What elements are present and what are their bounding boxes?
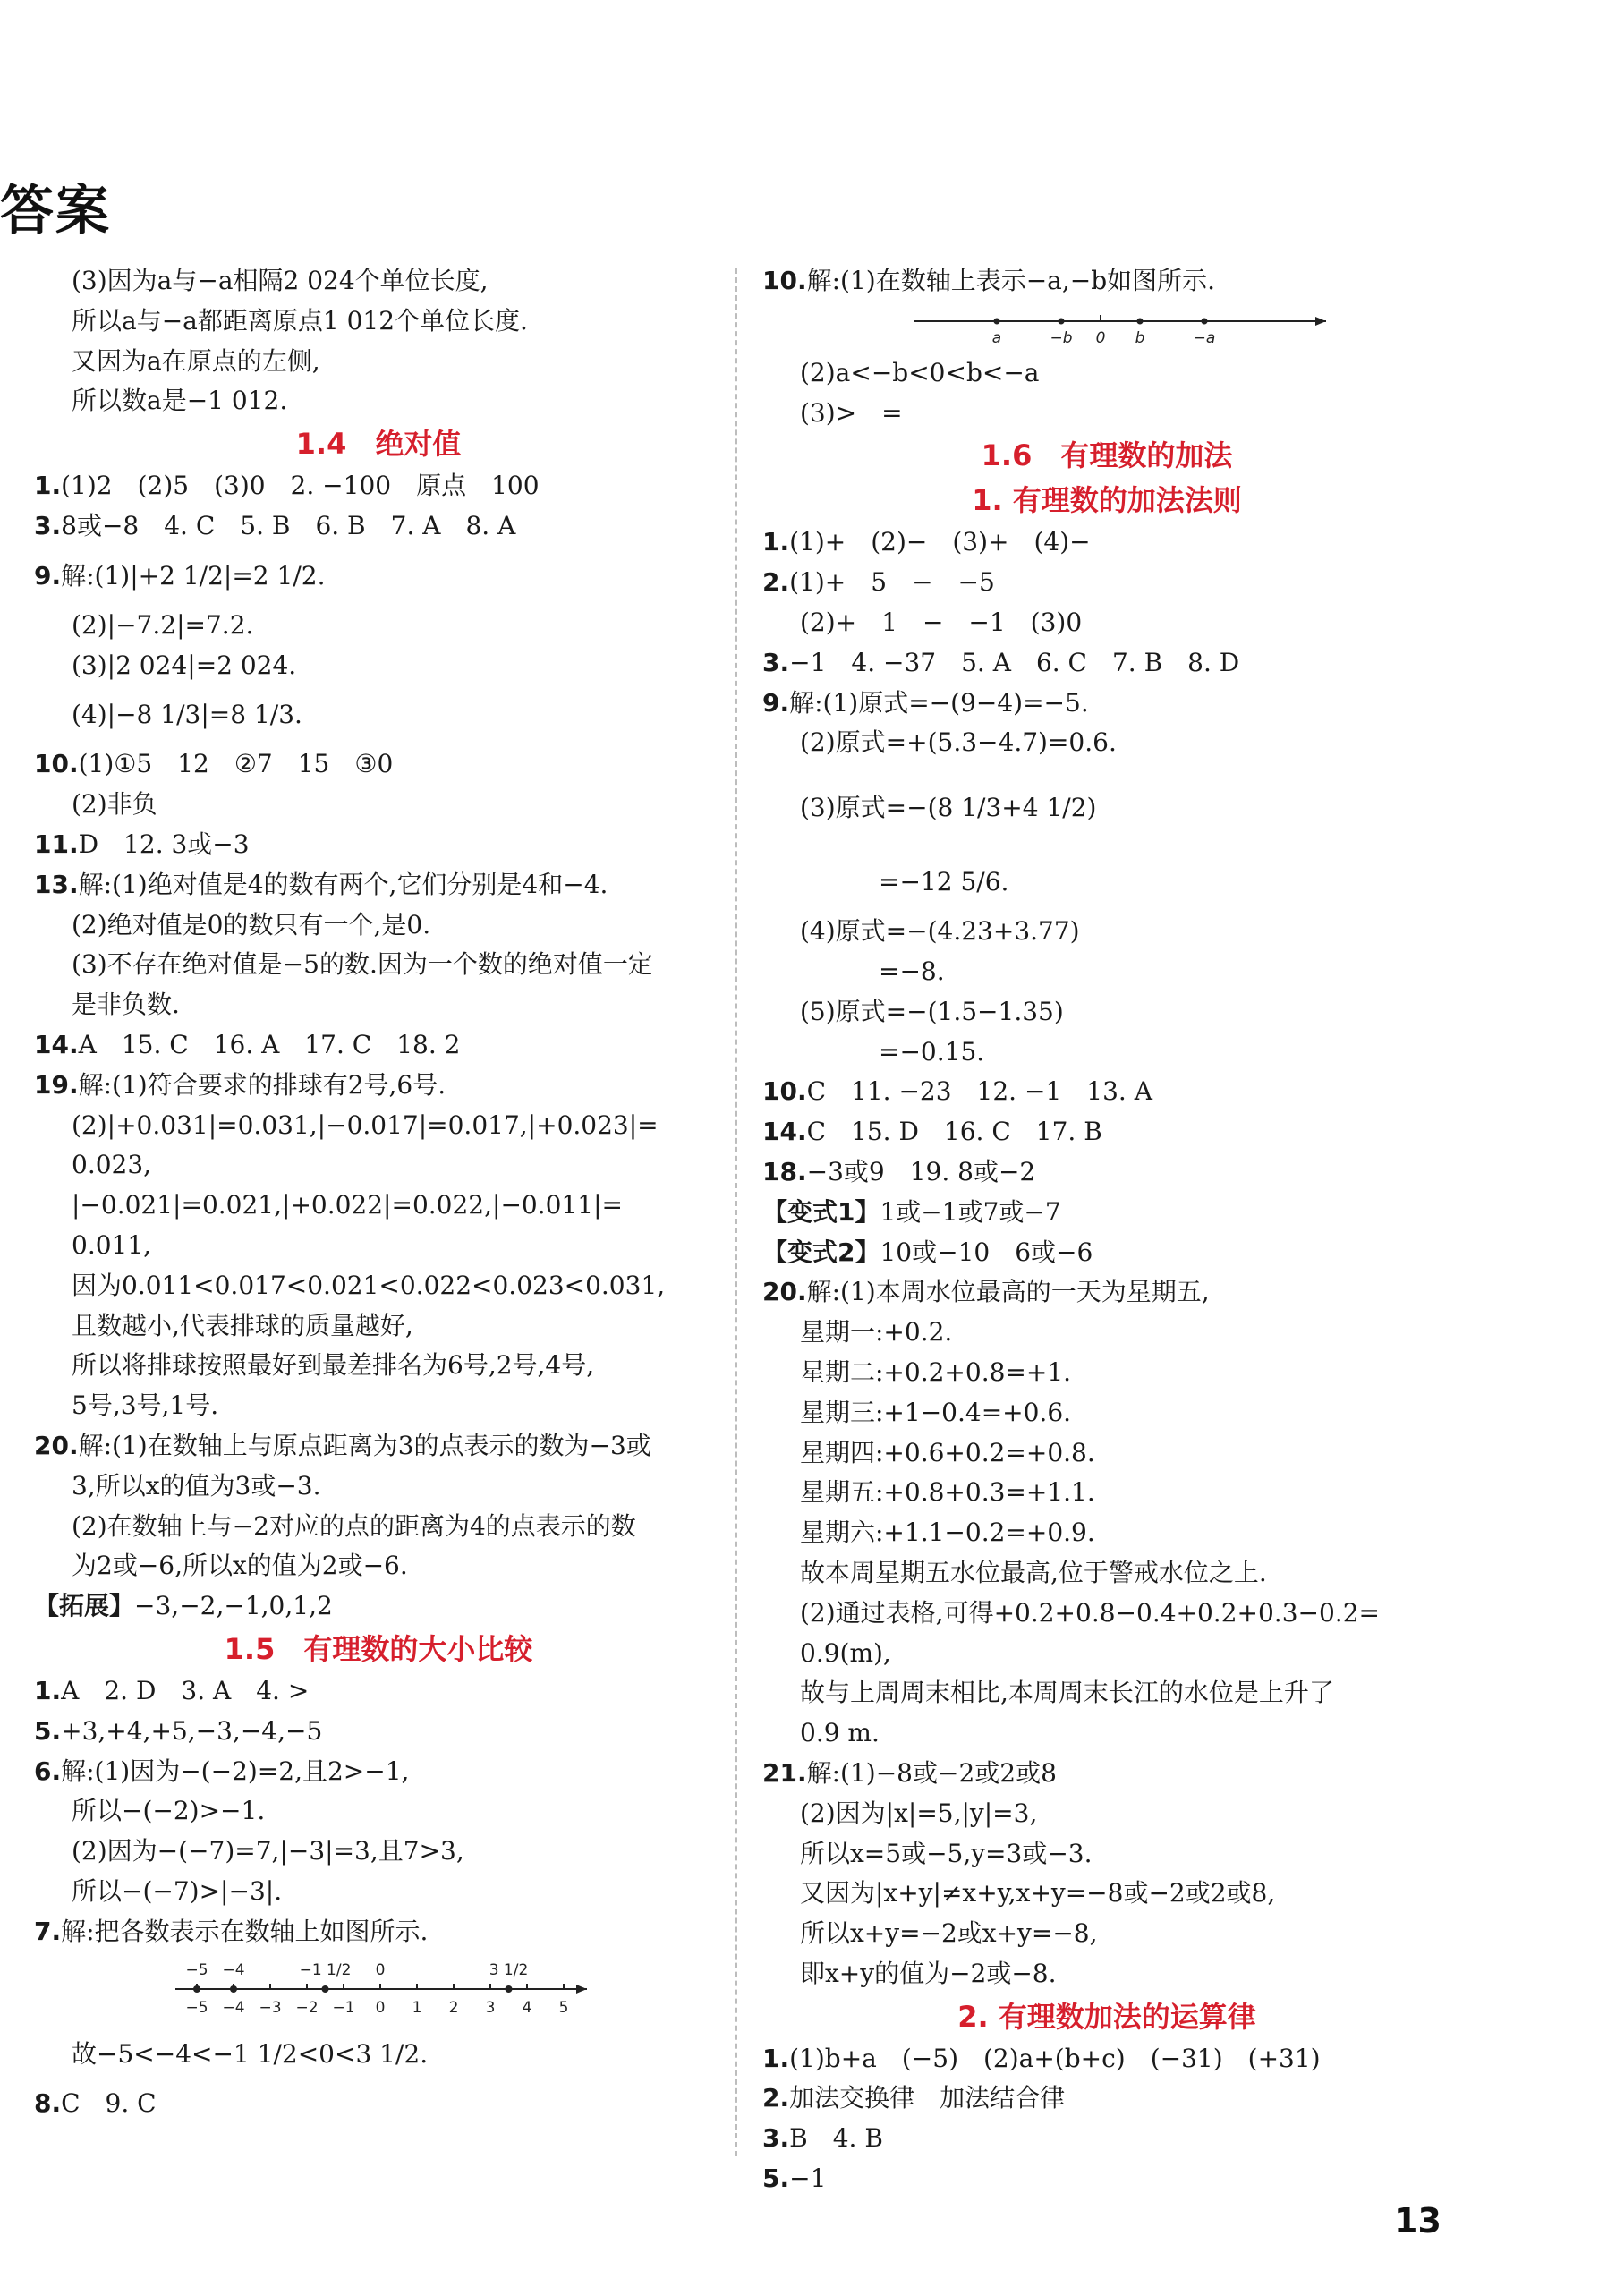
answer-line: 故与上周周末相比,本周周末长江的水位是上升了 [800,1678,1334,1708]
question-number: 9. [34,560,62,591]
left-column [34,261,723,2124]
answer-line: 0.9 m. [800,1718,880,1748]
question-number: 11. [34,829,79,859]
answer-line [34,744,723,785]
answer-text: C 11. −23 12. −1 13. A [806,1076,1152,1107]
answer-line: 所以将排球按照最好到最差排名为6号,2号,4号, [72,1350,595,1381]
answer-line: (3)|2 024|=2 024. [72,650,297,680]
axis-point [1137,318,1144,324]
right-column [762,261,1451,2199]
answer-text: 解:(1)本周水位最高的一天为星期五, [806,1277,1210,1307]
section-heading: 1.5 有理数的大小比较 [224,1631,533,1666]
answer-line [762,563,1451,603]
answer-line: (2)通过表格,可得+0.2+0.8−0.4+0.2+0.3−0.2= [800,1597,1380,1628]
answer-line [34,466,723,506]
axis-point [230,1985,237,1993]
answer-line [762,643,1451,684]
answer-text: 加法交换律 加法结合律 [789,2083,1066,2113]
section-heading: 1.4 绝对值 [295,427,462,462]
question-number: 21. [762,1757,807,1788]
answer-line: (2)原式=+(5.3−4.7)=0.6. [800,727,1117,758]
answer-line [762,2159,1451,2199]
answer-text: (1)2 (2)5 (3)0 2. −100 原点 100 [61,471,540,501]
answer-line [34,1025,723,1066]
question-number: 7. [34,1916,62,1946]
answer-line: 因为0.011<0.017<0.021<0.022<0.023<0.031, [72,1270,666,1300]
answer-line: 0.011, [72,1229,152,1260]
answer-text: A 2. D 3. A 4. > [61,1675,310,1705]
axis-tick-label: 4 [522,1999,532,2018]
answer-line: 即x+y的值为−2或−8. [800,1958,1057,1988]
extension-tag: 【拓展】 [34,1591,135,1621]
answer-line: 星期四:+0.6+0.2=+0.8. [800,1437,1095,1467]
question-number: 9. [762,687,790,718]
answer-line [762,1072,1451,1112]
axis-tick-label: 0 [375,1999,386,2018]
answer-line [762,261,1451,302]
answer-line [34,547,723,606]
axis-point [193,1985,200,1993]
question-number: 10. [34,749,79,779]
answer-text: 解:(1)原式=−(9−4)=−5. [789,687,1089,718]
axis-arrow [576,1985,587,1994]
answer-text: (1)+ 5 − −5 [789,567,995,598]
answer-line [34,1671,723,1712]
axis-label: 0 [1095,328,1106,347]
axis-tick-label: −3 [259,1999,282,2018]
answer-line: (3)原式=−(8 1/3+4 1/2) [800,793,1097,823]
answer-text: 解:把各数表示在数轴上如图所示. [61,1916,429,1946]
answer-line: 所以数a是−1 012. [72,386,288,416]
answer-line [762,2079,1451,2119]
question-number: 10. [762,266,807,295]
section-heading: 1.6 有理数的加法 [981,438,1233,473]
answer-text: A 15. C 16. A 17. C 18. 2 [78,1029,461,1059]
question-number: 14. [762,1117,807,1147]
variant-tag: 【变式2】 [762,1237,880,1267]
answer-text: 解:(1)因为−(−2)=2,且2>−1, [61,1756,410,1786]
question-number: 20. [34,1430,79,1460]
axis-tick-label: 3 [485,1999,496,2018]
answer-line: 星期三:+1−0.4=+0.6. [800,1397,1072,1427]
answer-line: 5号,3号,1号. [72,1390,219,1421]
answer-line: 星期六:+1.1−0.2=+0.9. [800,1518,1095,1548]
question-number: 10. [762,1076,807,1107]
answer-line: 星期五:+0.8+0.3=+1.1. [800,1477,1095,1508]
axis-tick-label: −2 [295,1999,319,2018]
question-number: 1. [34,1675,62,1705]
answer-text: −1 4. −37 5. A 6. C 7. B 8. D [789,647,1240,677]
answer-line: 所以x+y=−2或x+y=−8, [800,1918,1098,1949]
answer-line: 所以x=5或−5,y=3或−3. [800,1838,1093,1868]
answer-line [762,1112,1451,1152]
answer-line [762,1152,1451,1193]
answer-text: (1)+ (2)− (3)+ (4)− [789,527,1091,557]
answer-line [762,2039,1451,2079]
axis-label: −b [1050,328,1073,347]
axis-point-label: 0 [375,1961,386,1980]
subsection-heading: 2. 有理数加法的运算律 [957,1999,1256,2034]
answer-text: B 4. B [789,2123,883,2154]
answer-line [762,523,1451,563]
answer-line: 故−5<−4<−1 1/2<0<3 1/2. [72,2039,429,2070]
answer-line: (2)a<−b<0<b<−a [800,357,1040,387]
axis-tick-label: −5 [185,1999,208,2018]
answer-line: 所以−(−2)>−1. [72,1796,266,1826]
answer-line: 为2或−6,所以x的值为2或−6. [72,1551,408,1581]
answer-line [762,1754,1451,1794]
axis-point [1059,318,1065,324]
answer-line [34,865,723,905]
number-line-left [34,1951,723,2025]
question-number: 8. [34,2088,62,2119]
answer-line [34,1912,723,1952]
answer-text: (1)①5 12 ②7 15 ③0 [78,749,394,779]
column-divider [735,268,737,2156]
answer-text: 解:(1)绝对值是4的数有两个,它们分别是4和−4. [78,869,608,899]
answer-text: (1)b+a (−5) (2)a+(b+c) (−31) (+31) [789,2043,1321,2073]
answer-line [762,2119,1451,2159]
answer-line [34,1712,723,1752]
answer-text: 解:(1)|+2 1/2|=2 1/2. [61,560,326,591]
answer-line: (2)在数轴上与−2对应的点的距离为4的点表示的数 [72,1510,636,1541]
answer-text: 8或−8 4. C 5. B 6. B 7. A 8. A [61,510,516,540]
answer-text: −1 [789,2164,827,2194]
question-number: 3. [762,647,790,677]
answer-line: 0.9(m), [800,1637,891,1668]
answer-text: 1或−1或7或−7 [880,1196,1061,1227]
answer-line: 星期一:+0.2. [800,1317,953,1348]
answer-text: 解:(1)在数轴上表示−a,−b如图所示. [806,266,1216,295]
axis-arrow [1315,317,1326,326]
answer-line: 0.023, [72,1150,152,1180]
axis-point [1202,318,1208,324]
answer-line: (4)|−8 1/3|=8 1/3. [72,700,302,730]
answer-line: =−8. [879,956,945,986]
question-number: 14. [34,1029,79,1059]
answer-line: |−0.021|=0.021,|+0.022|=0.022,|−0.011|= [72,1190,623,1220]
answer-line [762,1233,1451,1273]
question-number: 18. [762,1156,807,1186]
answer-text: −3或9 19. 8或−2 [806,1156,1036,1186]
number-line-figure [34,1951,723,2025]
answer-line [34,2084,723,2124]
question-number: 1. [762,2043,790,2073]
answer-text: C 15. D 16. C 17. B [806,1117,1102,1147]
answer-line [762,1272,1451,1313]
question-number: 3. [762,2123,790,2154]
question-number: 6. [34,1756,62,1786]
answer-line [34,1586,723,1627]
axis-tick-label: −1 [332,1999,355,2018]
answer-text: −3,−2,−1,0,1,2 [134,1591,333,1621]
axis-point-label: 3 1/2 [489,1961,529,1980]
axis-point-label: −4 [222,1961,245,1980]
answer-line: (3)> = [800,397,903,428]
answer-line [762,684,1451,724]
answer-line [762,1193,1451,1233]
axis-tick-label: 5 [558,1999,569,2018]
answer-line: (3)不存在绝对值是−5的数.因为一个数的绝对值一定 [72,949,653,980]
answer-text: 解:(1)−8或−2或2或8 [806,1757,1057,1788]
page-number: 13 [1394,2201,1441,2240]
question-number: 1. [762,527,790,557]
question-number: 3. [34,510,62,540]
page-title: 答案 [0,180,111,242]
answer-line: 且数越小,代表排球的质量越好, [72,1310,413,1340]
question-number: 20. [762,1277,807,1307]
answer-line [34,1066,723,1106]
answer-line: =−0.15. [879,1036,985,1067]
question-number: 19. [34,1069,79,1100]
answer-line: =−12 5/6. [879,867,1009,897]
answer-line [34,1426,723,1467]
question-number: 1. [34,471,62,501]
variant-tag: 【变式1】 [762,1196,880,1227]
axis-tick-label: 2 [448,1999,459,2018]
answer-line: (2)|+0.031|=0.031,|−0.017|=0.017,|+0.023|= [72,1109,659,1140]
answer-line: 又因为a在原点的左侧, [72,345,320,376]
answer-text: 解:(1)在数轴上与原点距离为3的点表示的数为−3或 [78,1430,651,1460]
subsection-heading: 1. 有理数的加法法则 [972,483,1242,518]
answer-line: 所以−(−7)>|−3|. [72,1875,283,1906]
answer-line: (2)因为|x|=5,|y|=3, [800,1798,1038,1828]
answer-text: C 9. C [61,2088,157,2119]
answer-line: 所以a与−a都距离原点1 012个单位长度. [72,305,528,336]
answer-line: (5)原式=−(1.5−1.35) [800,996,1064,1026]
answer-text: 10或−10 6或−6 [880,1237,1093,1267]
answer-line: (2)绝对值是0的数只有一个,是0. [72,909,431,939]
answer-line: 3,所以x的值为3或−3. [72,1470,321,1501]
answer-line [34,506,723,547]
number-line-figure [762,302,1451,353]
axis-label: b [1135,328,1145,347]
axis-point [994,318,1000,324]
axis-label: a [991,328,1002,347]
answer-line: (2)|−7.2|=7.2. [72,609,254,640]
answer-line: (4)原式=−(4.23+3.77) [800,916,1080,947]
axis-label: −a [1193,328,1216,347]
answer-line [34,1752,723,1792]
answer-text: +3,+4,+5,−3,−4,−5 [61,1715,323,1746]
question-number: 2. [762,2083,790,2113]
answer-line: (3)因为a与−a相隔2 024个单位长度, [72,266,489,295]
axis-tick-label: −4 [222,1999,245,2018]
answer-text: 解:(1)符合要求的排球有2号,6号. [78,1069,446,1100]
question-number: 13. [34,869,79,899]
axis-point-label: −1 1/2 [299,1961,352,1980]
answer-line: 星期二:+0.2+0.8=+1. [800,1356,1072,1387]
number-line-right [762,302,1451,353]
answer-line: 是非负数. [72,990,180,1020]
question-number: 5. [762,2164,790,2194]
question-number: 2. [762,567,790,598]
axis-tick-label: 1 [412,1999,422,2018]
answer-line: (2)非负 [72,789,157,820]
question-number: 5. [34,1715,62,1746]
answer-line [34,825,723,865]
answer-line: 故本周星期五水位最高,位于警戒水位之上. [800,1557,1267,1587]
axis-point-label: −5 [185,1961,208,1980]
answer-line: 又因为|x+y|≠x+y,x+y=−8或−2或2或8, [800,1878,1276,1909]
axis-point [506,1985,513,1993]
answer-line: (2)因为−(−7)=7,|−3|=3,且7>3, [72,1836,464,1866]
answer-text: D 12. 3或−3 [78,829,250,859]
axis-point [322,1985,329,1993]
answer-line: (2)+ 1 − −1 (3)0 [800,607,1083,637]
